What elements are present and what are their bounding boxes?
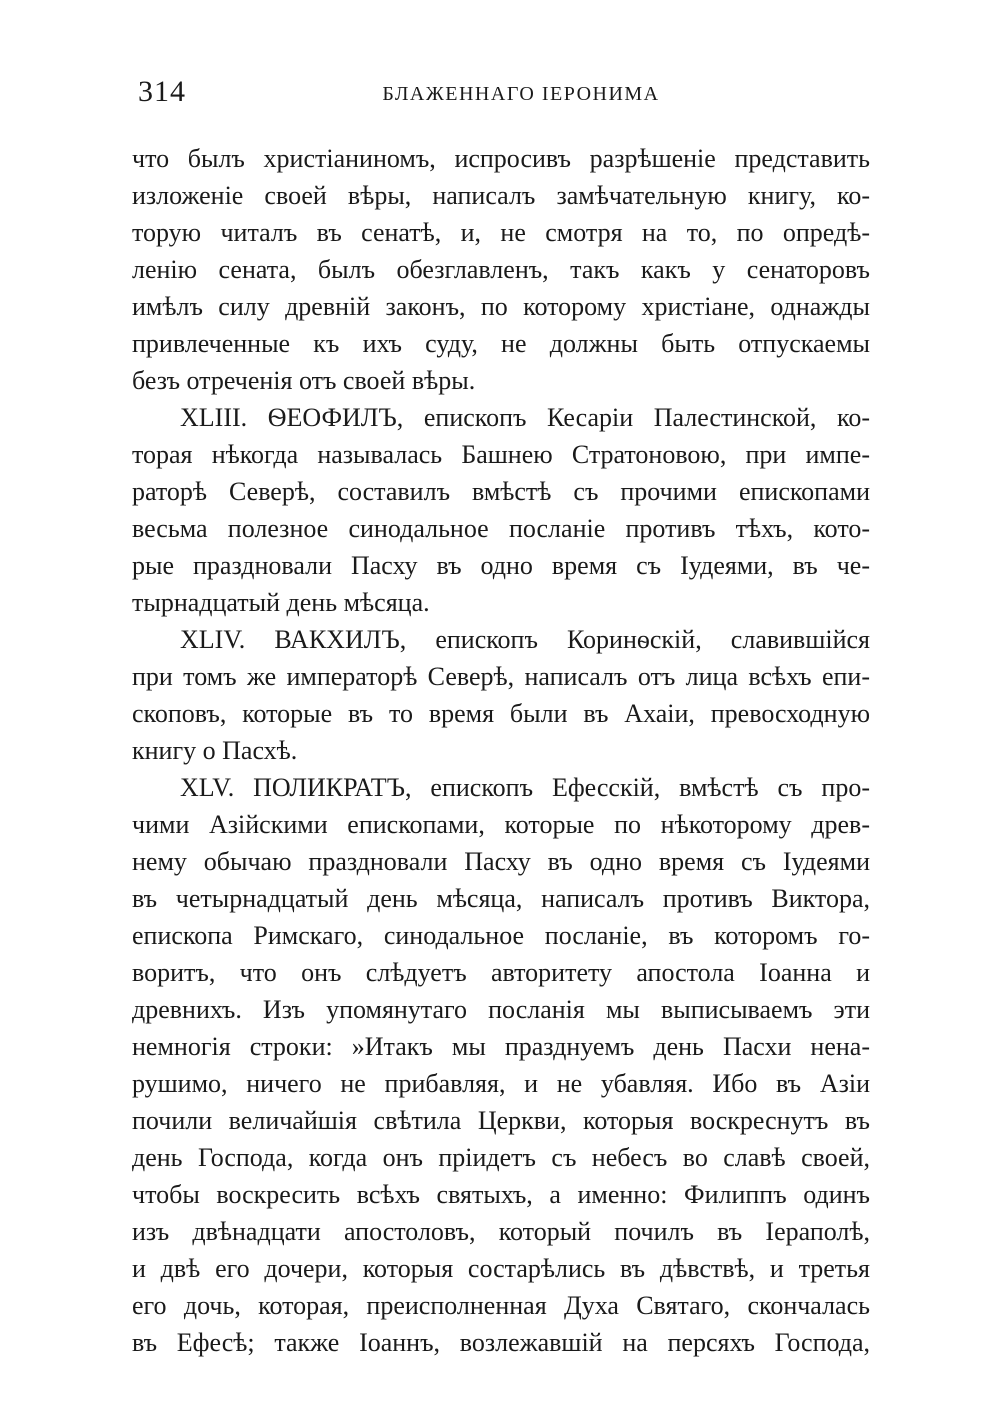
- text-line: день Господа, когда онъ пріидетъ съ небесъ во славѣ своей,: [132, 1143, 870, 1172]
- text-line: безъ отреченія отъ своей вѣры.: [132, 366, 476, 395]
- text-line: нему обычаю праздновали Пасху въ одно время съ Іудеями: [132, 847, 870, 876]
- text-line: имѣлъ силу древній законъ, по которому христіане, однажды: [132, 292, 870, 321]
- section-heading-line: XLIV. ВАКХИЛЪ, епископъ Коринѳскій, славившійся: [180, 625, 870, 654]
- text-line: изложеніе своей вѣры, написалъ замѣчательную книгу, ко-: [132, 181, 870, 210]
- section-heading-line: XLV. ПОЛИКРАТЪ, епископъ Ефесскій, вмѣстѣ съ про-: [180, 773, 870, 802]
- section-heading-line: XLIII. ѲЕОФИЛЪ, епископъ Кесаріи Палестинской, ко-: [180, 403, 870, 432]
- text-line: ленію сената, былъ обезглавленъ, такъ какъ у сенаторовъ: [132, 255, 870, 284]
- text-line: тырнадцатый день мѣсяца.: [132, 588, 430, 617]
- text-line: въ четырнадцатый день мѣсяца, написалъ противъ Виктора,: [132, 884, 870, 913]
- text-line: книгу о Пасхѣ.: [132, 736, 298, 765]
- text-line: чтобы воскресить всѣхъ святыхъ, а именно: Филиппъ одинъ: [132, 1180, 870, 1209]
- text-line: весьма полезное синодальное посланіе противъ тѣхъ, кото-: [132, 514, 870, 543]
- text-line: раторѣ Северѣ, составилъ вмѣстѣ съ прочими епископами: [132, 477, 870, 506]
- text-line: торая нѣкогда называлась Башнею Стратоновою, при импе-: [132, 440, 870, 469]
- page-header: [132, 74, 870, 114]
- running-title: БЛАЖЕННАГО ІЕРОНИМА: [382, 83, 660, 105]
- text-line: при томъ же императорѣ Северѣ, написалъ отъ лица всѣхъ епи-: [132, 662, 870, 691]
- body-text: [132, 140, 870, 1361]
- text-line: немногія строки: »Итакъ мы празднуемъ день Пасхи нена-: [132, 1032, 870, 1061]
- text-line: изъ двѣнадцати апостоловъ, который почилъ въ Іераполѣ,: [132, 1217, 870, 1246]
- text-line: и двѣ его дочери, которыя состарѣлись въ дѣвствѣ, и третья: [132, 1254, 870, 1283]
- text-line: его дочь, которая, преисполненная Духа Святаго, скончалась: [132, 1291, 870, 1320]
- text-line: рушимо, ничего не прибавляя, и не убавляя. Ибо въ Азіи: [132, 1069, 870, 1098]
- text-line: въ Ефесѣ; также Іоаннъ, возлежавшій на персяхъ Господа,: [132, 1328, 870, 1357]
- text-line: древнихъ. Изъ упомянутаго посланія мы выписываемъ эти: [132, 995, 870, 1024]
- page-number: 314: [138, 75, 186, 108]
- text-line: что былъ христіаниномъ, испросивъ разрѣшеніе представить: [132, 144, 870, 173]
- text-line: скоповъ, которые въ то время были въ Ахаіи, превосходную: [132, 699, 870, 728]
- text-line: торую читалъ въ сенатѣ, и, не смотря на то, по опредѣ-: [132, 218, 870, 247]
- text-line: почили величайшія свѣтила Церкви, которыя воскреснутъ въ: [132, 1106, 870, 1135]
- text-line: рые праздновали Пасху въ одно время съ Іудеями, въ че-: [132, 551, 870, 580]
- text-line: воритъ, что онъ слѣдуетъ авторитету апостола Іоанна и: [132, 958, 870, 987]
- text-line: чими Азійскими епископами, которые по нѣкоторому древ-: [132, 810, 870, 839]
- text-line: привлеченные къ ихъ суду, не должны быть отпускаемы: [132, 329, 870, 358]
- text-line: епископа Римскаго, синодальное посланіе, въ которомъ го-: [132, 921, 870, 950]
